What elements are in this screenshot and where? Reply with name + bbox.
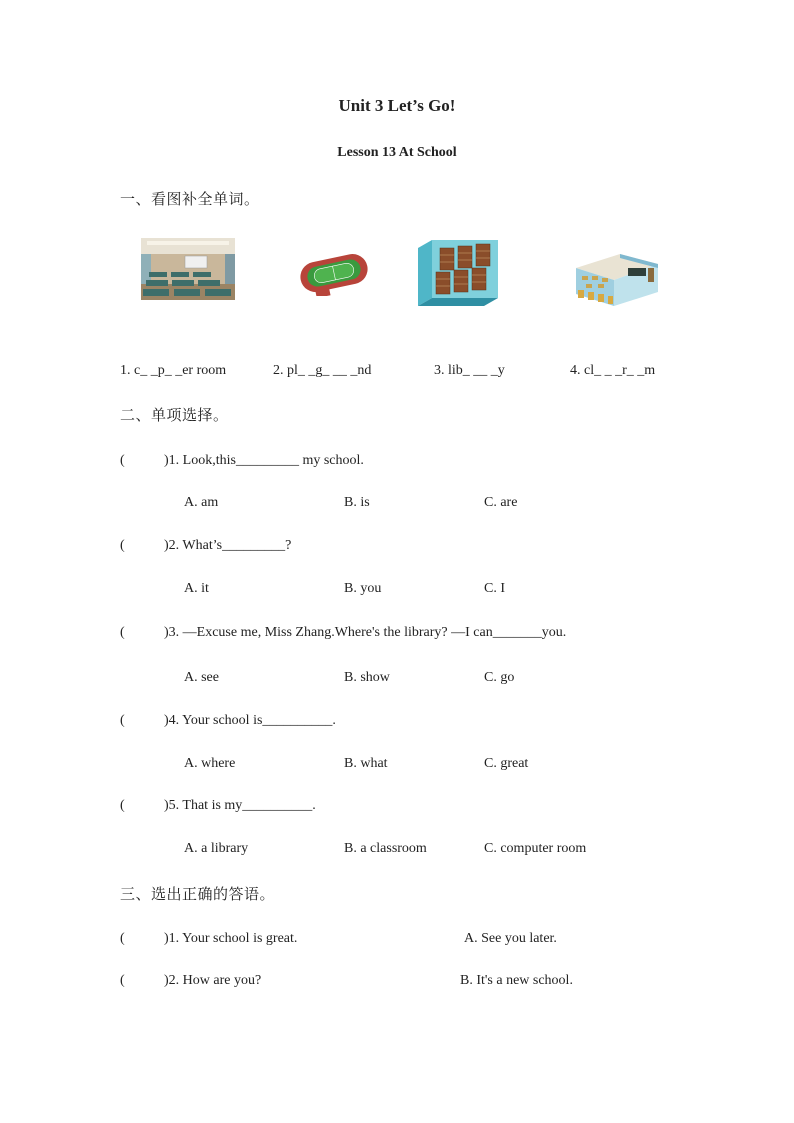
question-5 — [120, 798, 316, 814]
option-b: B. a classroom — [344, 841, 427, 856]
word-blank-1: 1. c_ _p_ _er room — [120, 363, 227, 378]
library-shelves-icon — [418, 240, 498, 306]
answer-paren: ( — [120, 625, 125, 640]
option-c: C. go — [484, 670, 515, 685]
match-question: )1. Your school is great. — [164, 931, 298, 946]
playground-track-icon — [296, 250, 372, 296]
page-title: Unit 3 Let’s Go! — [338, 96, 456, 115]
classroom-3d-icon — [576, 246, 658, 308]
word-blank-2: 2. pl_ _g_ __ _nd — [273, 363, 372, 378]
option-b: B. is — [344, 495, 370, 510]
section-2-heading: 二、单项选择。 — [120, 406, 229, 424]
match-item-1 — [120, 931, 297, 947]
answer-paren: ( — [120, 798, 125, 813]
word-blank-3: 3. lib_ __ _y — [434, 363, 505, 378]
word-blank-4: 4. cl_ _ _r_ _m — [570, 363, 656, 378]
option-b: B. what — [344, 756, 388, 771]
section-1-heading: 一、看图补全单词。 — [120, 190, 260, 208]
lesson-subtitle: Lesson 13 At School — [337, 145, 457, 160]
match-answer-b: B. It's a new school. — [460, 973, 573, 988]
option-a: A. am — [184, 495, 219, 510]
answer-paren: ( — [120, 713, 125, 728]
question-3 — [120, 625, 566, 641]
answer-paren: ( — [120, 538, 125, 553]
question-4 — [120, 713, 336, 729]
match-answer-a: A. See you later. — [464, 931, 557, 946]
option-b: B. you — [344, 581, 382, 596]
question-1 — [120, 453, 364, 469]
option-b: B. show — [344, 670, 390, 685]
option-c: C. are — [484, 495, 518, 510]
section-3-heading: 三、选出正确的答语。 — [120, 885, 276, 903]
option-c: C. computer room — [484, 841, 587, 856]
match-item-2 — [120, 973, 261, 989]
question-text: )4. Your school is__________. — [164, 713, 336, 728]
option-a: A. where — [184, 756, 236, 771]
answer-paren: ( — [120, 453, 125, 468]
option-a: A. it — [184, 581, 209, 596]
option-a: A. a library — [184, 841, 249, 856]
classroom-photo-icon — [141, 238, 235, 300]
question-2 — [120, 538, 291, 554]
match-question: )2. How are you? — [164, 973, 262, 988]
answer-paren: ( — [120, 973, 125, 988]
question-text: )5. That is my__________. — [164, 798, 316, 813]
option-c: C. great — [484, 756, 529, 771]
question-text: )3. —Excuse me, Miss Zhang.Where's the library? —I can_______you. — [164, 625, 567, 640]
option-a: A. see — [184, 670, 219, 685]
question-text: )1. Look,this_________ my school. — [164, 453, 364, 468]
answer-paren: ( — [120, 931, 125, 946]
option-c: C. I — [484, 581, 505, 596]
question-text: )2. What’s_________? — [164, 538, 292, 553]
